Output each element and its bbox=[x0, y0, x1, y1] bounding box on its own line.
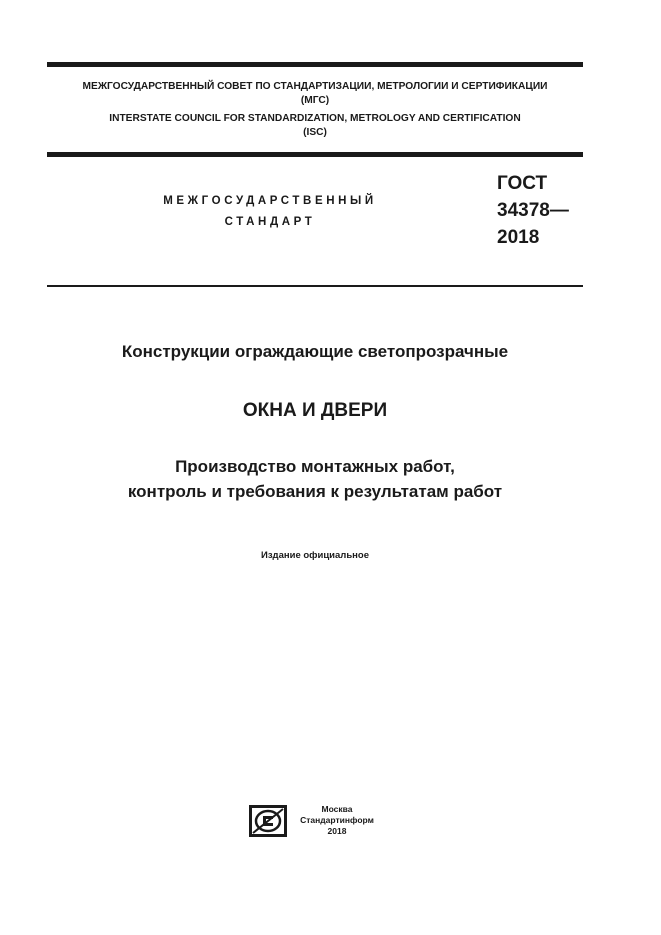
top-rule bbox=[47, 62, 583, 67]
description-line2: контроль и требования к результатам работ bbox=[127, 482, 503, 501]
standartinform-logo-icon bbox=[249, 805, 287, 837]
council-en-abbr: (ISC) bbox=[303, 127, 327, 138]
council-ru-block bbox=[47, 80, 583, 108]
document-title: Конструкции ограждающие светопрозрачные bbox=[121, 342, 509, 361]
gost-designation bbox=[497, 170, 569, 251]
council-en-block bbox=[47, 112, 583, 140]
standard-kind-line1: МЕЖГОСУДАРСТВЕННЫЙ bbox=[163, 195, 377, 207]
council-en-name: INTERSTATE COUNCIL FOR STANDARDIZATION, METROLOGY AND CERTIFICATION bbox=[109, 113, 521, 124]
edition-note: Издание официальное bbox=[261, 550, 369, 561]
gost-prefix: ГОСТ bbox=[497, 173, 548, 194]
description-line1: Производство монтажных работ, bbox=[175, 457, 455, 476]
gost-number: 34378— bbox=[497, 200, 569, 221]
council-ru-name: МЕЖГОСУДАРСТВЕННЫЙ СОВЕТ ПО СТАНДАРТИЗАЦИИ, МЕТРОЛОГИИ И СЕРТИФИКАЦИИ bbox=[82, 81, 548, 92]
publisher-info bbox=[292, 804, 382, 837]
standard-kind bbox=[120, 191, 420, 233]
document-subtitle: ОКНА И ДВЕРИ bbox=[242, 400, 388, 421]
gost-year: 2018 bbox=[497, 227, 540, 248]
publisher-year: 2018 bbox=[327, 826, 347, 836]
document-description bbox=[47, 454, 583, 504]
publisher-city: Москва bbox=[321, 804, 353, 814]
middle-rule bbox=[47, 152, 583, 157]
lower-rule bbox=[47, 285, 583, 287]
standard-kind-line2: СТАНДАРТ bbox=[224, 216, 316, 228]
publisher-name: Стандартинформ bbox=[300, 815, 374, 825]
council-ru-abbr: (МГС) bbox=[300, 95, 330, 106]
